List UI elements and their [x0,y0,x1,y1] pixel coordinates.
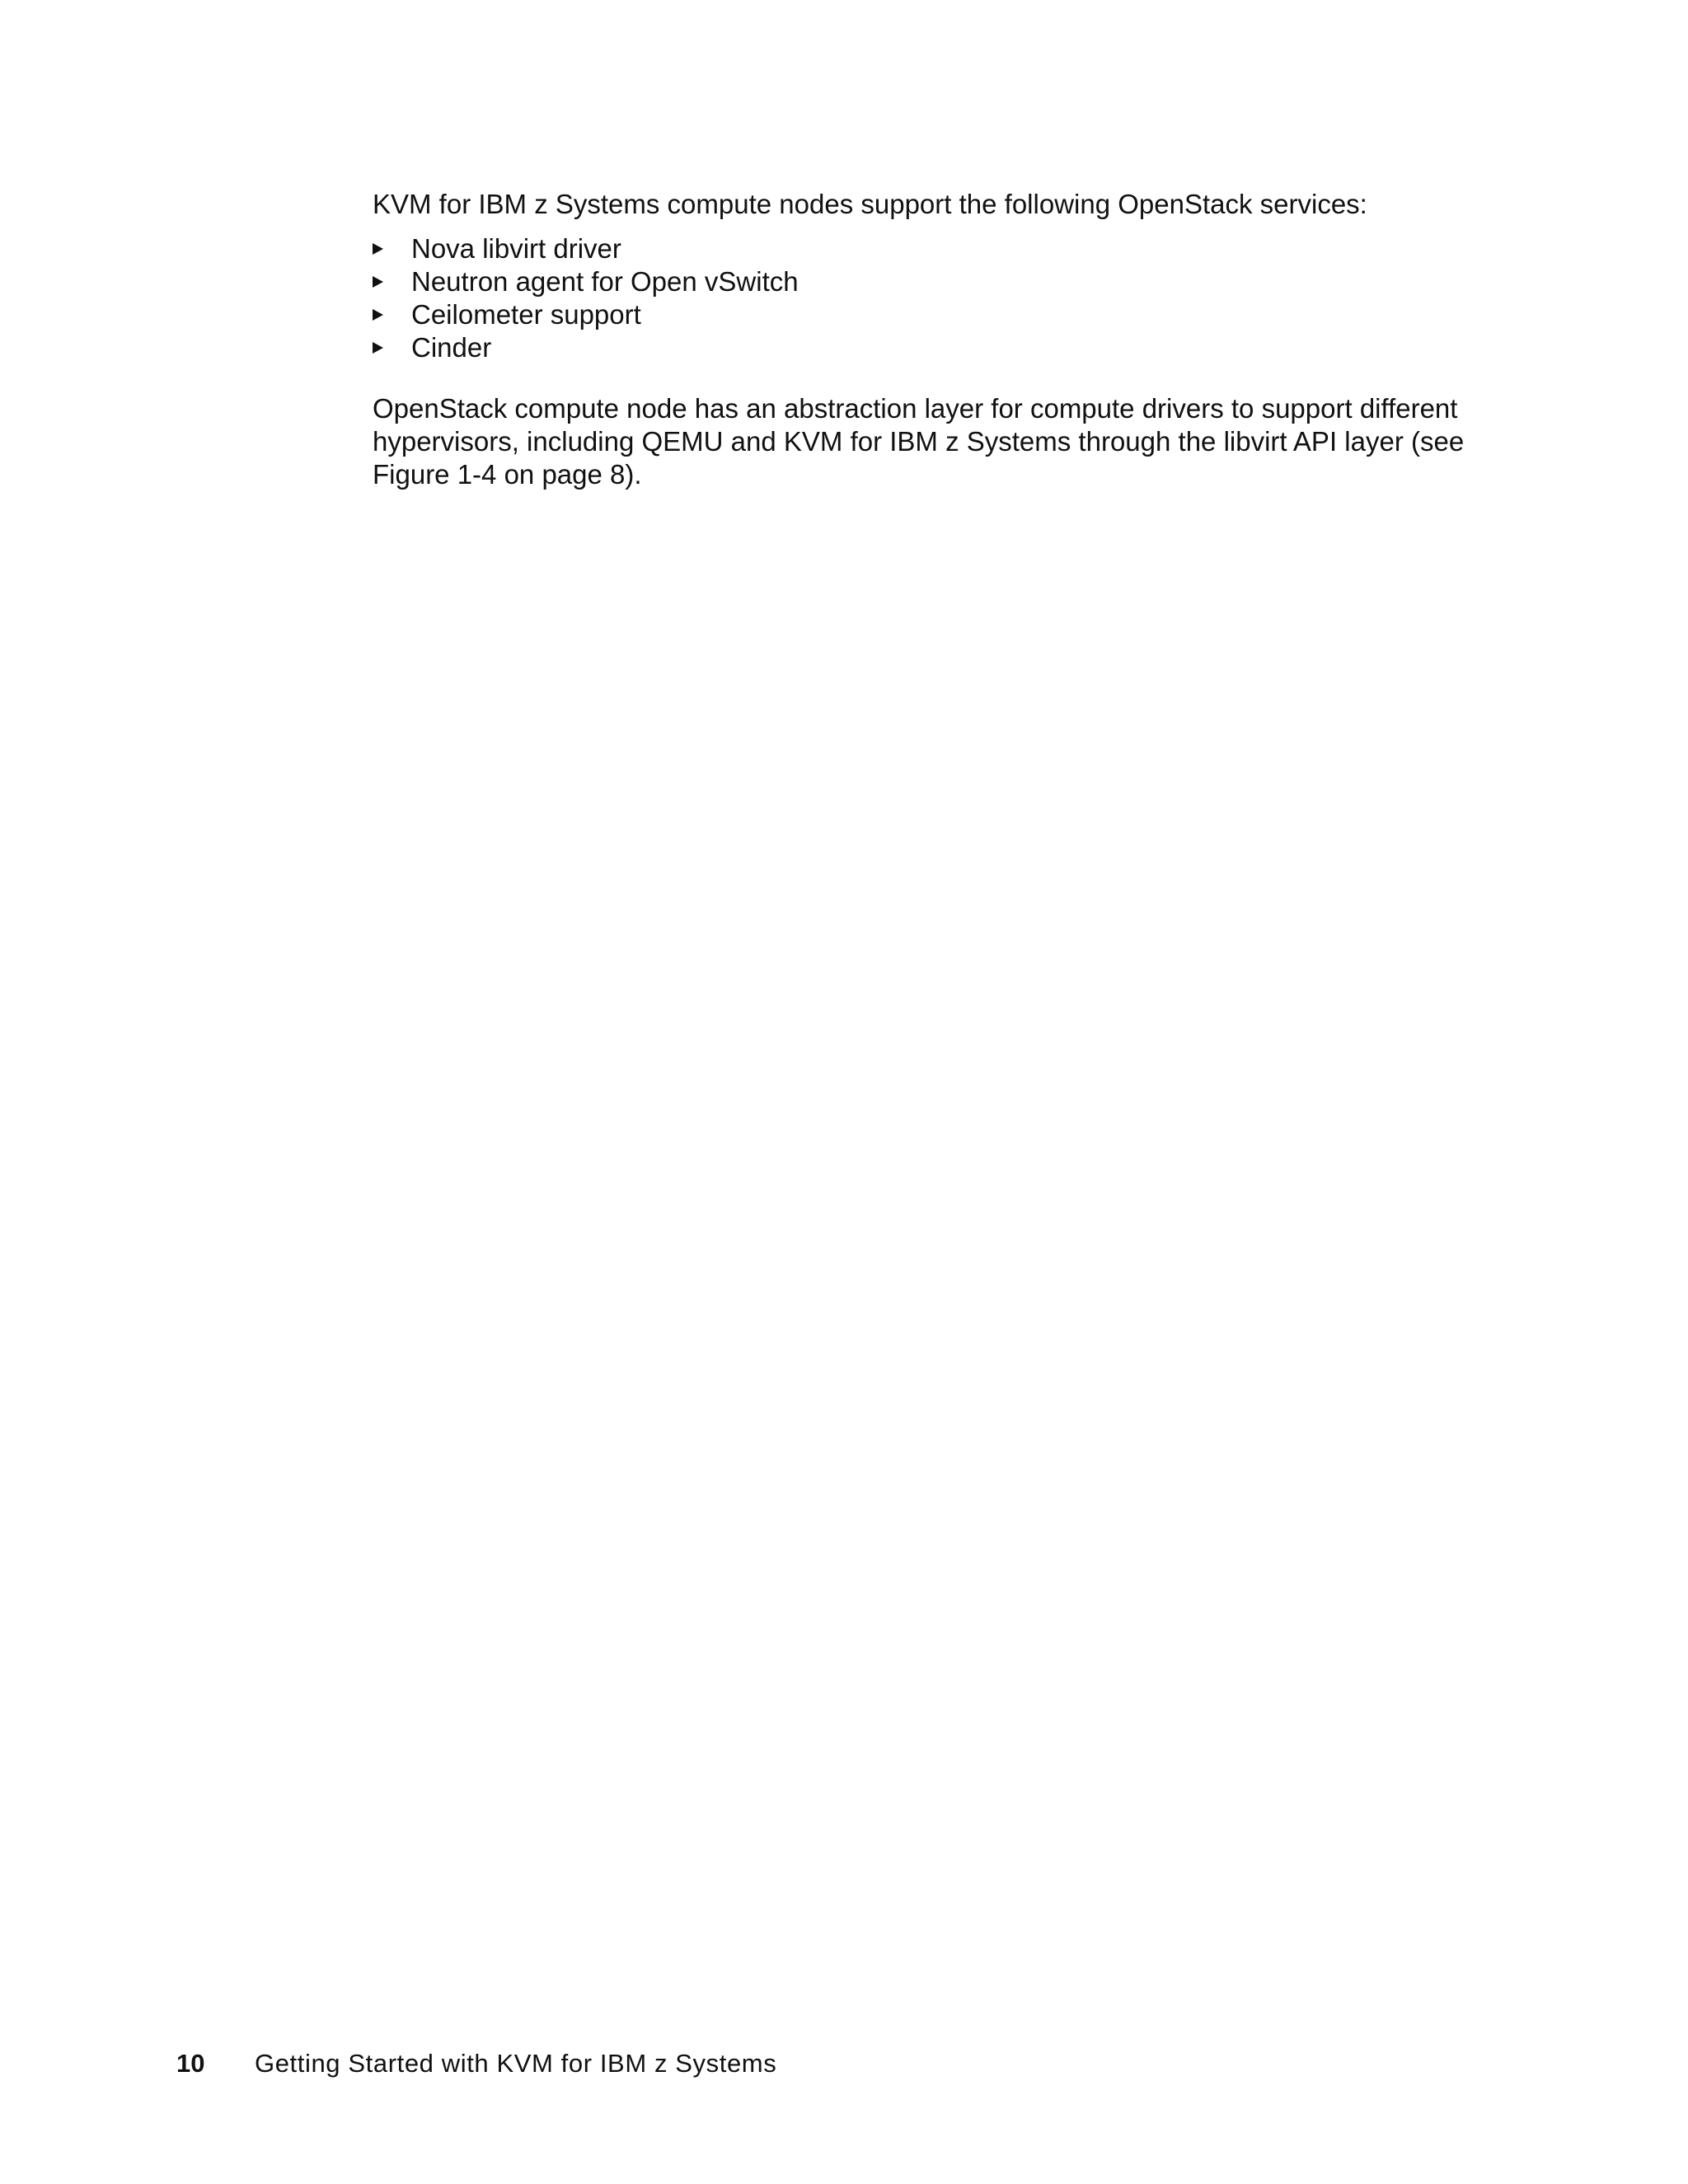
list-item [373,298,1510,331]
triangle-bullet-icon [373,243,383,255]
page-number: 10 [176,2049,205,2078]
main-content [373,188,1510,491]
list-item [373,331,1510,364]
triangle-bullet-icon [373,342,383,354]
triangle-bullet-icon [373,276,383,288]
running-title: Getting Started with KVM for IBM z Systems [255,2049,777,2078]
list-item [373,265,1510,298]
list-item-label: Nova libvirt driver [411,233,621,264]
body-paragraph: OpenStack compute node has an abstraction layer for compute drivers to support different hypervisors, including QEMU and KVM for IBM z Systems through the libvirt API layer (see Figure 1-4 on page 8). [373,393,1465,490]
list-item [373,232,1510,265]
list-item-label: Cinder [411,332,492,363]
list-item-label: Ceilometer support [411,299,641,330]
triangle-bullet-icon [373,309,383,321]
intro-paragraph: KVM for IBM z Systems compute nodes support the following OpenStack services: [373,189,1367,219]
services-list [373,232,1510,364]
list-item-label: Neutron agent for Open vSwitch [411,266,799,297]
page-footer [176,2047,776,2080]
